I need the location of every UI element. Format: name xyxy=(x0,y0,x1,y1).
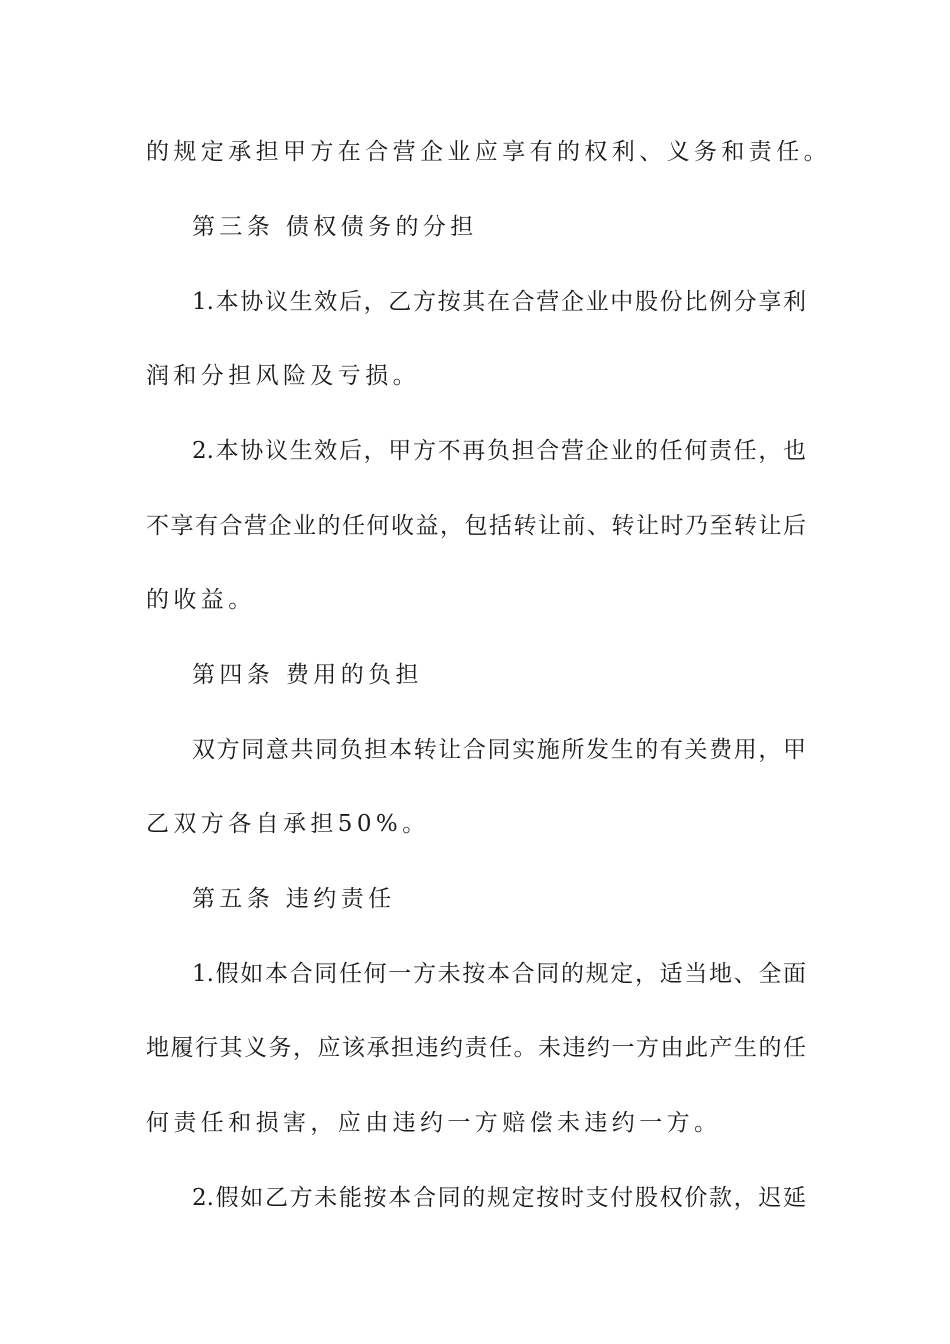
paragraph-line: 的收益。 xyxy=(146,587,256,613)
paragraph-line: 润和分担风险及亏损。 xyxy=(146,363,420,389)
paragraph-line: 2.本协议生效后，甲方不再负担合营企业的任何责任，也 xyxy=(192,438,806,464)
paragraph-line: 1.本协议生效后，乙方按其在合营企业中股份比例分享利 xyxy=(192,289,806,315)
paragraph-line: 不享有合营企业的任何收益，包括转让前、转让时乃至转让后 xyxy=(146,513,806,539)
paragraph-line: 地履行其义务，应该承担违约责任。未违约一方由此产生的任 xyxy=(146,1035,806,1061)
section-heading: 第五条 违约责任 xyxy=(192,886,396,912)
section-heading: 第三条 债权债务的分担 xyxy=(192,214,478,240)
paragraph-line: 1.假如本合同任何一方未按本合同的规定，适当地、全面 xyxy=(192,961,806,987)
paragraph-line: 双方同意共同负担本转让合同实施所发生的有关费用，甲 xyxy=(192,737,806,763)
paragraph-line: 2.假如乙方未能按本合同的规定按时支付股权价款，迟延 xyxy=(192,1185,806,1211)
paragraph-line: 何责任和损害，应由违约一方赔偿未违约一方。 xyxy=(146,1110,722,1136)
paragraph-line: 乙双方各自承担50%。 xyxy=(146,811,430,837)
paragraph-line: 的规定承担甲方在合营企业应享有的权利、义务和责任。 xyxy=(146,139,831,165)
section-heading: 第四条 费用的负担 xyxy=(192,662,423,688)
